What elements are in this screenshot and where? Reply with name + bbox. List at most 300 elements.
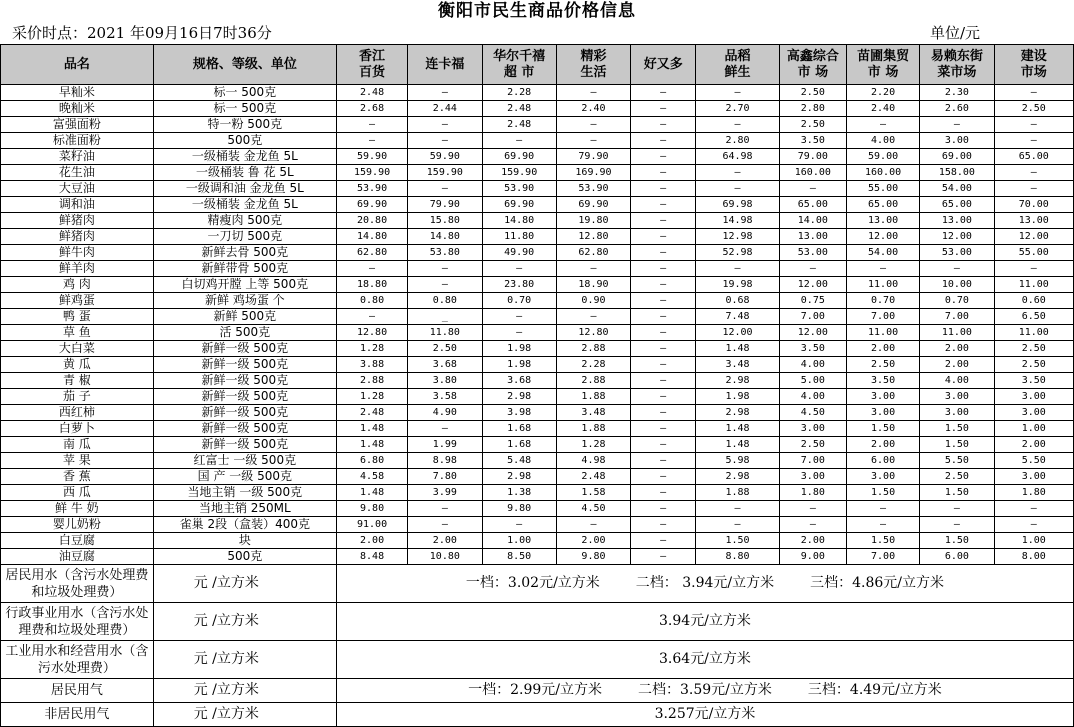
price-cell: 7.00 [779, 453, 846, 469]
price-cell: 62.80 [336, 245, 407, 261]
price-cell: _ [408, 309, 482, 325]
price-cell: — [631, 405, 696, 421]
price-cell: 0.90 [556, 293, 630, 309]
table-row [1, 341, 1074, 357]
price-cell: – [994, 261, 1073, 277]
price-cell: 65.00 [920, 197, 994, 213]
col-header-store [779, 45, 846, 85]
table-row [1, 309, 1074, 325]
price-cell: – [336, 309, 407, 325]
utility-name: 工业用水和经营用水（含污水处理费） [1, 641, 154, 679]
price-cell: — [631, 341, 696, 357]
item-spec: 500克 [153, 133, 336, 149]
utility-rows [1, 565, 1074, 727]
price-cell: 9.80 [336, 501, 407, 517]
price-cell: – [779, 261, 846, 277]
price-cell: 1.80 [779, 485, 846, 501]
price-cell: 2.98 [482, 389, 556, 405]
price-cell: 70.00 [994, 197, 1073, 213]
table-row [1, 485, 1074, 501]
price-cell: – [408, 181, 482, 197]
price-cell: 2.50 [920, 469, 994, 485]
table-row [1, 181, 1074, 197]
price-cell: 0.70 [846, 293, 919, 309]
item-name: 鲜牛肉 [1, 245, 154, 261]
price-cell: 1.48 [696, 437, 779, 453]
store-name-line2: 菜市场 [937, 64, 977, 80]
item-spec: 新鲜 500克 [153, 309, 336, 325]
price-cell: — [631, 245, 696, 261]
item-spec: 块 [153, 533, 336, 549]
item-spec: 一级桶装 金龙鱼 5L [153, 149, 336, 165]
col-header-store [408, 45, 482, 85]
price-cell: 8.48 [336, 549, 407, 565]
col-header-store [482, 45, 556, 85]
price-cell: – [408, 133, 482, 149]
price-cell: 4.00 [846, 133, 919, 149]
price-cell: 159.90 [336, 165, 407, 181]
price-cell: 10.00 [920, 277, 994, 293]
item-spec: 新鲜一级 500克 [153, 389, 336, 405]
price-cell: 2.50 [846, 357, 919, 373]
item-spec: 新鲜一级 500克 [153, 437, 336, 453]
price-cell: 5.00 [779, 373, 846, 389]
price-cell: 59.90 [336, 149, 407, 165]
price-cell: 11.80 [482, 229, 556, 245]
price-cell: – [408, 261, 482, 277]
price-cell: 3.68 [482, 373, 556, 389]
table-row [1, 373, 1074, 389]
table-row [1, 197, 1074, 213]
item-name: 标准面粉 [1, 133, 154, 149]
item-name: 黄 瓜 [1, 357, 154, 373]
item-name: 鸭 蛋 [1, 309, 154, 325]
table-row [1, 453, 1074, 469]
store-name-line2: 市 场 [867, 64, 899, 80]
price-cell: 3.50 [779, 341, 846, 357]
item-spec: 一刀切 500克 [153, 229, 336, 245]
item-name: 白萝卜 [1, 421, 154, 437]
price-cell: – [846, 117, 919, 133]
price-cell: 2.60 [920, 101, 994, 117]
item-name: 茄 子 [1, 389, 154, 405]
price-cell: 12.00 [779, 325, 846, 341]
price-cell: 1.99 [408, 437, 482, 453]
price-cell: 159.90 [408, 165, 482, 181]
utility-tier: 三档：4.86元/立方米 [810, 575, 945, 591]
price-cell: — [631, 101, 696, 117]
price-cell: 5.50 [920, 453, 994, 469]
price-cell: 12.80 [556, 325, 630, 341]
price-cell: 2.30 [920, 85, 994, 101]
price-cell: 55.00 [846, 181, 919, 197]
price-cell: 55.00 [994, 245, 1073, 261]
item-spec: 新鲜去骨 500克 [153, 245, 336, 261]
price-cell: – [920, 261, 994, 277]
price-cell: 0.60 [994, 293, 1073, 309]
price-cell: 7.48 [696, 309, 779, 325]
price-cell: 53.00 [920, 245, 994, 261]
item-spec: 红富士 一级 500克 [153, 453, 336, 469]
price-cell: – [846, 261, 919, 277]
store-name-line2: 百货 [359, 64, 386, 80]
price-cell: 12.80 [336, 325, 407, 341]
price-cell: – [994, 117, 1073, 133]
price-cell: 2.48 [336, 85, 407, 101]
price-cell: 6.50 [994, 309, 1073, 325]
price-cell: 169.90 [556, 165, 630, 181]
price-cell: — [631, 85, 696, 101]
item-spec: 雀巢 2段（盒装）400克 [153, 517, 336, 533]
price-cell: 79.90 [556, 149, 630, 165]
price-cell: 2.20 [846, 85, 919, 101]
price-cell: 2.68 [336, 101, 407, 117]
price-cell: 3.48 [696, 357, 779, 373]
price-cell: 54.00 [920, 181, 994, 197]
item-name: 香 蕉 [1, 469, 154, 485]
item-name: 花生油 [1, 165, 154, 181]
price-cell: – [696, 85, 779, 101]
store-name-line2: 超 市 [503, 64, 535, 80]
price-cell: 13.00 [846, 213, 919, 229]
price-cell: 1.68 [482, 421, 556, 437]
utility-tier: 二档：3.59元/立方米 [638, 682, 772, 698]
utility-price [336, 641, 1073, 679]
store-name-line2: 鲜生 [724, 64, 751, 80]
price-cell: – [846, 501, 919, 517]
price-cell: 2.00 [336, 533, 407, 549]
table-row [1, 437, 1074, 453]
price-cell: 2.88 [556, 373, 630, 389]
item-name: 苹 果 [1, 453, 154, 469]
price-cell: – [408, 277, 482, 293]
utility-tier: 三档：4.49元/立方米 [807, 682, 942, 698]
price-cell: 2.00 [408, 533, 482, 549]
price-cell: 9.80 [482, 501, 556, 517]
store-name-line1: 好又多 [643, 56, 683, 72]
price-cell: 0.80 [408, 293, 482, 309]
price-cell: 12.80 [556, 229, 630, 245]
price-cell: 4.00 [920, 373, 994, 389]
price-cell: 8.00 [994, 549, 1073, 565]
store-name-line1: 苗圃集贸 [857, 48, 910, 64]
price-cell: 14.80 [408, 229, 482, 245]
price-cell: 3.00 [846, 389, 919, 405]
item-spec: 新鲜 鸡场蛋 个 [153, 293, 336, 309]
table-row [1, 117, 1074, 133]
price-cell: 5.98 [696, 453, 779, 469]
table-row [1, 357, 1074, 373]
utility-unit: 元 /立方米 [153, 603, 336, 641]
price-cell: — [631, 373, 696, 389]
price-cell: 2.48 [556, 469, 630, 485]
price-cell: 3.00 [920, 405, 994, 421]
price-cell: 2.50 [779, 85, 846, 101]
price-cell: 3.58 [408, 389, 482, 405]
price-cell: 49.90 [482, 245, 556, 261]
item-name: 早籼米 [1, 85, 154, 101]
price-cell: 8.98 [408, 453, 482, 469]
price-cell: 5.48 [482, 453, 556, 469]
price-cell: 18.80 [336, 277, 407, 293]
utility-unit: 元 /立方米 [153, 679, 336, 703]
table-row [1, 389, 1074, 405]
price-cell: 53.90 [482, 181, 556, 197]
price-cell: — [631, 517, 696, 533]
price-cell: 15.80 [408, 213, 482, 229]
table-row [1, 517, 1074, 533]
price-cell: 1.88 [556, 421, 630, 437]
price-cell: – [696, 181, 779, 197]
item-name: 婴儿奶粉 [1, 517, 154, 533]
price-cell: 0.75 [779, 293, 846, 309]
item-name: 鲜 牛 奶 [1, 501, 154, 517]
price-cell: 3.00 [779, 421, 846, 437]
price-cell: – [556, 117, 630, 133]
price-cell: 11.80 [408, 325, 482, 341]
item-name: 大白菜 [1, 341, 154, 357]
price-cell: – [408, 501, 482, 517]
col-header-name: 品名 [1, 45, 154, 85]
price-cell: – [920, 501, 994, 517]
price-cell: 2.48 [482, 101, 556, 117]
unit-note: 单位/元 [930, 24, 981, 42]
price-cell: 2.28 [482, 85, 556, 101]
price-cell: 3.00 [994, 469, 1073, 485]
table-row [1, 293, 1074, 309]
price-cell: — [631, 501, 696, 517]
price-cell: 2.00 [846, 437, 919, 453]
utility-tier: 一档：3.02元/立方米 [465, 575, 600, 591]
price-cell: — [631, 117, 696, 133]
price-cell: 2.50 [994, 357, 1073, 373]
item-spec: 新鲜一级 500克 [153, 341, 336, 357]
price-cell: — [631, 213, 696, 229]
price-cell: 3.48 [556, 405, 630, 421]
price-cell: — [631, 453, 696, 469]
price-cell: 59.90 [408, 149, 482, 165]
price-cell: 4.00 [779, 389, 846, 405]
price-cell: – [779, 501, 846, 517]
store-name-line1: 易赖东街 [930, 48, 983, 64]
price-cell: 2.28 [556, 357, 630, 373]
table-row [1, 165, 1074, 181]
price-cell: 9.80 [556, 549, 630, 565]
price-cell: 8.80 [696, 549, 779, 565]
price-cell: — [631, 197, 696, 213]
price-cell: 0.68 [696, 293, 779, 309]
price-cell: 1.48 [336, 437, 407, 453]
price-cell: 1.88 [556, 389, 630, 405]
store-name-line2: 市场 [1020, 64, 1047, 80]
price-cell: – [408, 117, 482, 133]
price-cell: 3.88 [336, 357, 407, 373]
price-cell: 65.00 [779, 197, 846, 213]
price-cell: 3.00 [994, 405, 1073, 421]
utility-row [1, 641, 1074, 679]
price-cell: — [631, 277, 696, 293]
item-spec: 标一 500克 [153, 101, 336, 117]
item-name: 大豆油 [1, 181, 154, 197]
price-cell: – [482, 325, 556, 341]
price-cell: 3.00 [920, 389, 994, 405]
price-cell: 11.00 [920, 325, 994, 341]
price-cell: – [994, 85, 1073, 101]
price-cell: 1.50 [696, 533, 779, 549]
price-cell: 79.00 [779, 149, 846, 165]
price-cell: 3.00 [994, 389, 1073, 405]
item-name: 草 鱼 [1, 325, 154, 341]
item-spec: 当地主销 一级 500克 [153, 485, 336, 501]
utility-row [1, 603, 1074, 641]
price-cell: – [408, 517, 482, 533]
price-cell: 1.28 [336, 389, 407, 405]
item-name: 南 瓜 [1, 437, 154, 453]
store-name-line1: 华尔千禧 [493, 48, 546, 64]
utility-name: 居民用水（含污水处理费和垃圾处理费） [1, 565, 154, 603]
utility-tier: 二档： 3.94元/立方米 [635, 575, 775, 591]
price-cell: 2.88 [556, 341, 630, 357]
price-cell: 1.48 [336, 421, 407, 437]
price-cell: 1.50 [920, 533, 994, 549]
price-cell: 2.00 [779, 533, 846, 549]
price-cell: 1.50 [846, 485, 919, 501]
item-name: 鲜猪肉 [1, 213, 154, 229]
table-row [1, 229, 1074, 245]
price-cell: 3.50 [779, 133, 846, 149]
price-cell: 2.44 [408, 101, 482, 117]
page-title: 衡阳市民生商品价格信息 [438, 1, 636, 21]
item-name: 调和油 [1, 197, 154, 213]
store-name-line1: 连卡福 [425, 56, 465, 72]
price-cell: 160.00 [779, 165, 846, 181]
item-spec: 新鲜一级 500克 [153, 421, 336, 437]
price-cell: 18.90 [556, 277, 630, 293]
price-cell: 69.90 [336, 197, 407, 213]
price-cell: 69.90 [556, 197, 630, 213]
price-cell: – [482, 133, 556, 149]
price-cell: – [779, 517, 846, 533]
item-name: 白豆腐 [1, 533, 154, 549]
price-cell: — [631, 533, 696, 549]
price-cell: – [556, 85, 630, 101]
price-cell: – [920, 517, 994, 533]
price-cell: 2.50 [779, 117, 846, 133]
price-cell: – [482, 517, 556, 533]
price-cell: – [994, 133, 1073, 149]
item-name: 鸡 肉 [1, 277, 154, 293]
store-name-line1: 精彩 [580, 48, 607, 64]
header-row [1, 45, 1074, 85]
price-cell: – [846, 517, 919, 533]
price-cell: 159.90 [482, 165, 556, 181]
store-name-line1: 品稻 [724, 48, 751, 64]
price-cell: 53.80 [408, 245, 482, 261]
utility-tier: 一档：2.99元/立方米 [468, 682, 603, 698]
store-name-line1: 香江 [359, 48, 386, 64]
price-cell: — [631, 549, 696, 565]
table-row [1, 133, 1074, 149]
price-cell: – [696, 501, 779, 517]
item-name: 晚籼米 [1, 101, 154, 117]
table-row [1, 325, 1074, 341]
price-cell: 1.58 [556, 485, 630, 501]
utility-row [1, 679, 1074, 703]
price-cell: 13.00 [920, 213, 994, 229]
item-name: 青 椒 [1, 373, 154, 389]
price-cell: 12.98 [696, 229, 779, 245]
price-cell: 2.98 [482, 469, 556, 485]
price-cell: 65.00 [846, 197, 919, 213]
utility-name: 非居民用气 [1, 703, 154, 727]
utility-price [336, 565, 1073, 603]
price-cell: — [631, 485, 696, 501]
price-cell: — [631, 389, 696, 405]
price-cell: 3.00 [779, 469, 846, 485]
price-cell: 6.00 [846, 453, 919, 469]
price-cell: 11.00 [994, 277, 1073, 293]
price-cell: 11.00 [846, 325, 919, 341]
price-cell: – [994, 517, 1073, 533]
price-cell: 65.00 [994, 149, 1073, 165]
price-cell: – [696, 517, 779, 533]
price-cell: 4.58 [336, 469, 407, 485]
price-cell: 19.98 [696, 277, 779, 293]
price-cell: 20.80 [336, 213, 407, 229]
store-name-line2: 市 场 [797, 64, 829, 80]
item-spec: 一级调和油 金龙鱼 5L [153, 181, 336, 197]
price-cell: — [631, 309, 696, 325]
item-spec: 精瘦肉 500克 [153, 213, 336, 229]
item-spec: 500克 [153, 549, 336, 565]
price-rows [1, 85, 1074, 565]
price-cell: 1.80 [994, 485, 1073, 501]
price-cell: 0.70 [920, 293, 994, 309]
price-cell: 1.00 [482, 533, 556, 549]
price-cell: 4.00 [779, 357, 846, 373]
store-name-line1: 高鑫综合 [786, 48, 839, 64]
price-cell: 1.88 [696, 485, 779, 501]
price-cell: 7.00 [846, 309, 919, 325]
price-cell: — [631, 149, 696, 165]
price-cell: 1.48 [696, 421, 779, 437]
price-cell: 62.80 [556, 245, 630, 261]
price-cell: 7.00 [920, 309, 994, 325]
table-row [1, 213, 1074, 229]
price-cell: – [556, 309, 630, 325]
price-cell: 6.00 [920, 549, 994, 565]
price-cell: 64.98 [696, 149, 779, 165]
price-cell: — [631, 325, 696, 341]
price-cell: 79.90 [408, 197, 482, 213]
item-spec: 特一粉 500克 [153, 117, 336, 133]
price-cell: 12.00 [994, 229, 1073, 245]
price-cell: 11.00 [994, 325, 1073, 341]
price-cell: – [408, 85, 482, 101]
price-cell: 7.00 [779, 309, 846, 325]
table-row [1, 501, 1074, 517]
price-cell: 12.00 [696, 325, 779, 341]
price-cell: 2.40 [556, 101, 630, 117]
utility-unit: 元 /立方米 [153, 565, 336, 603]
price-cell: – [920, 117, 994, 133]
price-cell: — [631, 357, 696, 373]
price-cell: – [336, 261, 407, 277]
item-spec: 一级桶装 金龙鱼 5L [153, 197, 336, 213]
price-cell: 8.50 [482, 549, 556, 565]
price-cell: – [556, 517, 630, 533]
price-cell: 1.98 [482, 341, 556, 357]
